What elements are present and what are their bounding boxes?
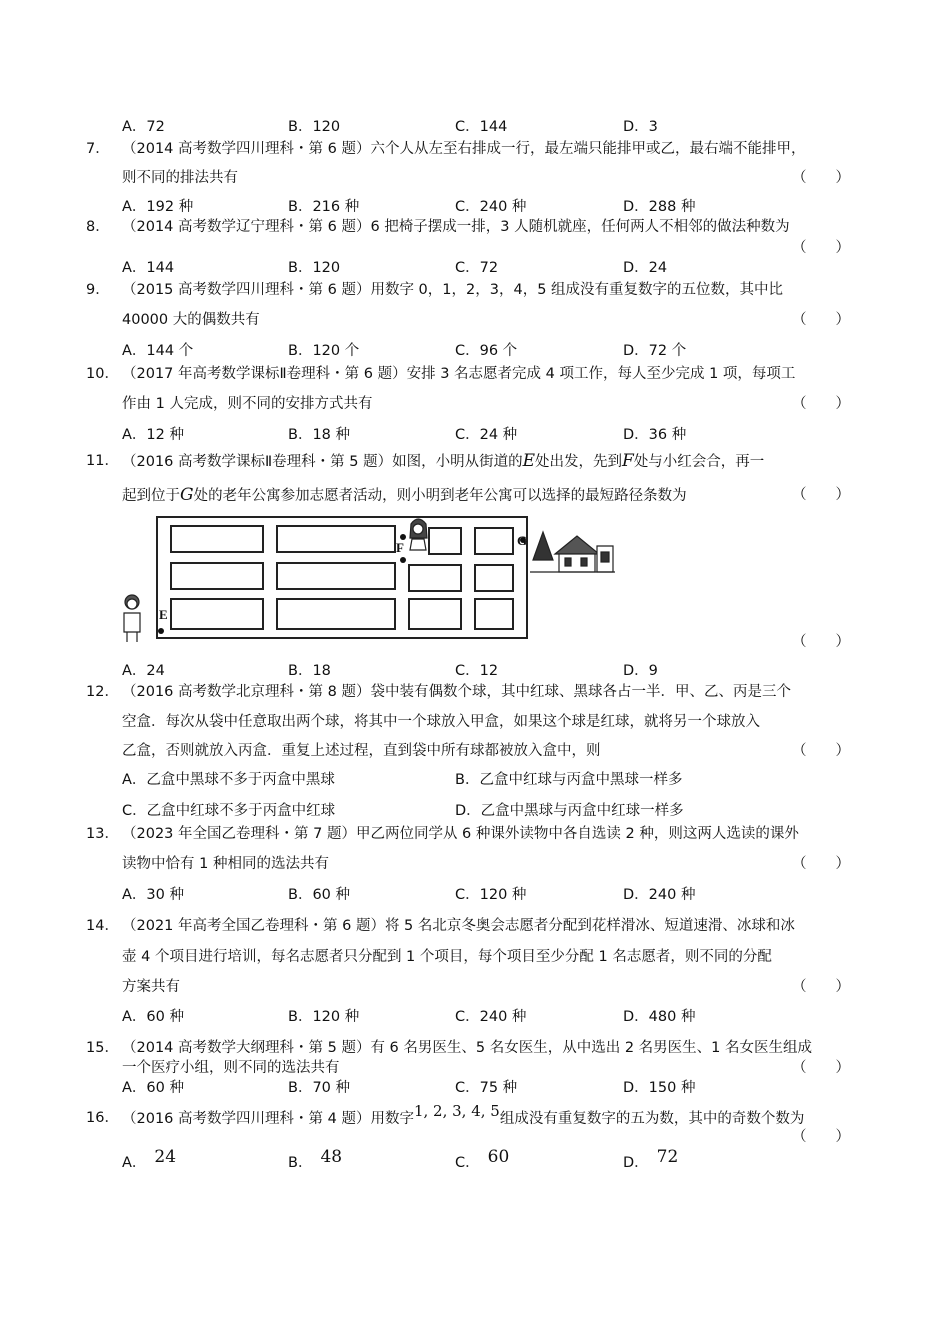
- q16-option-c-label: C．: [455, 1155, 480, 1171]
- map-label-f: F: [396, 540, 404, 555]
- q9-option-a: A．144 个: [122, 343, 194, 359]
- q16-option-b: [288, 1147, 343, 1173]
- q11-option-a: A．24: [122, 663, 165, 679]
- q16-option-c-value: 60: [487, 1147, 510, 1167]
- q16-option-d-value: 72: [656, 1147, 679, 1167]
- q12-text-line3: 乙盒，否则就放入丙盒．重复上述过程，直到袋中所有球都被放入盒中，则: [122, 743, 601, 759]
- q6-option-a: A．72: [122, 119, 165, 135]
- q13-option-b: B．60 种: [288, 887, 351, 903]
- q15-text-line2: 一个医疗小组，则不同的选法共有: [122, 1060, 340, 1076]
- q7-number: 7．: [86, 141, 110, 157]
- q15-option-a: A．60 种: [122, 1080, 184, 1096]
- q9-answer-paren: （ ）: [792, 312, 850, 328]
- q15-option-c: C．75 种: [455, 1080, 518, 1096]
- q6-option-c: C．144: [455, 119, 508, 135]
- q11-option-c: C．12: [455, 663, 499, 679]
- q14-number: 14．: [86, 918, 119, 934]
- q16-option-c: [455, 1147, 510, 1173]
- q11-option-b: B．18: [288, 663, 331, 679]
- q8-option-c: C．72: [455, 260, 499, 276]
- q12-option-b: B．乙盒中红球与丙盒中黑球一样多: [455, 772, 683, 788]
- q14-option-d: D．480 种: [623, 1009, 696, 1025]
- q9-option-d: D．72 个: [623, 343, 687, 359]
- q15-answer-paren: （ ）: [792, 1060, 850, 1076]
- map-boundary: [157, 517, 527, 638]
- q13-text-line1: （2023 年全国乙卷理科・第 7 题）甲乙两位同学从 6 种课外读物中各自选读 2 种，则这两人选读的课外: [122, 826, 799, 842]
- q11-text-part1: （2016 高考数学课标Ⅱ卷理科・第 5 题）如图，小明从街道的: [122, 454, 523, 470]
- q8-option-d: D．24: [623, 260, 668, 276]
- q10-option-c: C．24 种: [455, 427, 518, 443]
- street-map-figure: [115, 510, 615, 646]
- q8-option-b: B．120: [288, 260, 341, 276]
- q16-number: 16．: [86, 1110, 119, 1126]
- q12-number: 12．: [86, 684, 119, 700]
- q7-option-c: C．240 种: [455, 199, 527, 215]
- q10-text-line2: 作由 1 人完成，则不同的安排方式共有: [122, 396, 373, 412]
- q14-text-line1: （2021 年高考全国乙卷理科・第 6 题）将 5 名北京冬奥会志愿者分配到花样滑冰、短道速滑、冰球和冰: [122, 918, 795, 934]
- q16-text-part2: 组成没有重复数字的五为数，其中的奇数个数为: [499, 1111, 805, 1127]
- q15-number: 15．: [86, 1040, 119, 1056]
- q16-option-a-value: 24: [154, 1147, 177, 1167]
- q12-text-line1: （2016 高考数学北京理科・第 8 题）袋中装有偶数个球，其中红球、黑球各占一半．甲、乙、丙是三个: [122, 684, 791, 700]
- q7-option-a: A．192 种: [122, 199, 194, 215]
- q11-point-e: E: [522, 451, 536, 471]
- q12-answer-paren: （ ）: [792, 743, 850, 759]
- q9-number: 9．: [86, 282, 110, 298]
- q14-answer-paren: （ ）: [792, 979, 850, 995]
- q11-point-g: G: [180, 485, 194, 505]
- q11-text-line2: [122, 485, 687, 506]
- q14-option-b: B．120 种: [288, 1009, 360, 1025]
- q8-number: 8．: [86, 219, 110, 235]
- map-point-e-dot: [158, 628, 164, 634]
- q7-option-b: B．216 种: [288, 199, 360, 215]
- q7-text-line1: （2014 高考数学四川理科・第 6 题）六个人从左至右排成一行，最左端只能排甲或乙，最右端不能排甲，: [122, 141, 806, 157]
- q8-text-line1: （2014 高考数学辽宁理科・第 6 题）6 把椅子摆成一排，3 人随机就座，任何两人不相邻的做法种数为: [122, 219, 790, 235]
- q15-option-b: B．70 种: [288, 1080, 351, 1096]
- q15-option-d: D．150 种: [623, 1080, 696, 1096]
- q6-option-d: D．3: [623, 119, 658, 135]
- q15-text-line1: （2014 高考数学大纲理科・第 5 题）有 6 名男医生、5 名女医生，从中选出 2 名男医生、1 名女医生组成: [122, 1040, 813, 1056]
- boy-figure: [124, 595, 140, 642]
- q9-text-line1: （2015 高考数学四川理科・第 6 题）用数字 0，1，2，3，4，5 组成没有重复数字的五位数，其中比: [122, 282, 784, 298]
- map-label-g: G: [517, 533, 528, 548]
- q10-number: 10．: [86, 366, 119, 382]
- q13-option-c: C．120 种: [455, 887, 527, 903]
- q11-text-part2: 处出发，先到: [535, 454, 623, 470]
- q12-option-c: C．乙盒中红球不多于丙盒中红球: [122, 803, 336, 819]
- q10-option-d: D．36 种: [623, 427, 687, 443]
- q10-text-line1: （2017 年高考数学课标Ⅱ卷理科・第 6 题）安排 3 名志愿者完成 4 项工作，每人至少完成 1 项，每项工: [122, 366, 796, 382]
- q16-option-b-label: B．: [288, 1155, 313, 1171]
- q11-answer-paren: （ ）: [792, 487, 850, 503]
- q7-answer-paren: （ ）: [792, 170, 850, 186]
- q16-option-a-label: A．: [122, 1155, 147, 1171]
- q7-option-d: D．288 种: [623, 199, 696, 215]
- q16-option-a: [122, 1147, 177, 1173]
- q13-number: 13．: [86, 826, 119, 842]
- q13-option-d: D．240 种: [623, 887, 696, 903]
- q16-option-b-value: 48: [320, 1147, 343, 1167]
- q8-option-a: A．144: [122, 260, 175, 276]
- q13-option-a: A．30 种: [122, 887, 184, 903]
- q9-option-c: C．96 个: [455, 343, 518, 359]
- q12-option-a: A．乙盒中黑球不多于丙盒中黑球: [122, 772, 335, 788]
- q11-option-d: D．9: [623, 663, 658, 679]
- q14-option-c: C．240 种: [455, 1009, 527, 1025]
- q16-option-d-label: D．: [623, 1155, 649, 1171]
- q11-number: 11．: [86, 453, 119, 469]
- q16-digit-set: 1, 2, 3, 4, 5: [413, 1102, 500, 1120]
- q14-option-a: A．60 种: [122, 1009, 184, 1025]
- q8-answer-paren: （ ）: [792, 240, 850, 256]
- q16-text-line1: [122, 1102, 805, 1129]
- q13-answer-paren: （ ）: [792, 856, 850, 872]
- map-label-e: E: [159, 607, 168, 622]
- q9-option-b: B．120 个: [288, 343, 360, 359]
- q11-text-line1: [122, 451, 764, 472]
- q10-option-a: A．12 种: [122, 427, 184, 443]
- q16-option-d: [623, 1147, 679, 1173]
- q16-answer-paren: （ ）: [792, 1129, 850, 1145]
- q14-text-line3: 方案共有: [122, 979, 180, 995]
- q14-text-line2: 壶 4 个项目进行培训，每名志愿者只分配到 1 个项目，每个项目至少分配 1 名志愿者，则不同的分配: [122, 949, 772, 965]
- q10-option-b: B．18 种: [288, 427, 351, 443]
- q11-text-part5: 处的老年公寓参加志愿者活动，则小明到老年公寓可以选择的最短路径条数为: [193, 488, 687, 504]
- q9-text-line2: 40000 大的偶数共有: [122, 312, 260, 328]
- q7-text-line2: 则不同的排法共有: [122, 170, 238, 186]
- q13-text-line2: 读物中恰有 1 种相同的选法共有: [122, 856, 329, 872]
- senior-apartment-icon: [530, 532, 615, 572]
- q10-answer-paren: （ ）: [792, 396, 850, 412]
- q12-text-line2: 空盒．每次从袋中任意取出两个球，将其中一个球放入甲盒，如果这个球是红球，就将另一个球放入: [122, 714, 760, 730]
- q11-point-f: F: [622, 451, 634, 471]
- girl-figure: [410, 519, 427, 550]
- q11-text-part4: 起到位于: [122, 488, 180, 504]
- q11-answer-paren-2: （ ）: [792, 634, 850, 650]
- q16-text-part1: （2016 高考数学四川理科・第 4 题）用数字: [122, 1111, 414, 1127]
- q6-option-b: B．120: [288, 119, 341, 135]
- q12-option-d: D．乙盒中黑球与丙盒中红球一样多: [455, 803, 684, 819]
- q11-text-part3: 处与小红会合，再一: [633, 454, 765, 470]
